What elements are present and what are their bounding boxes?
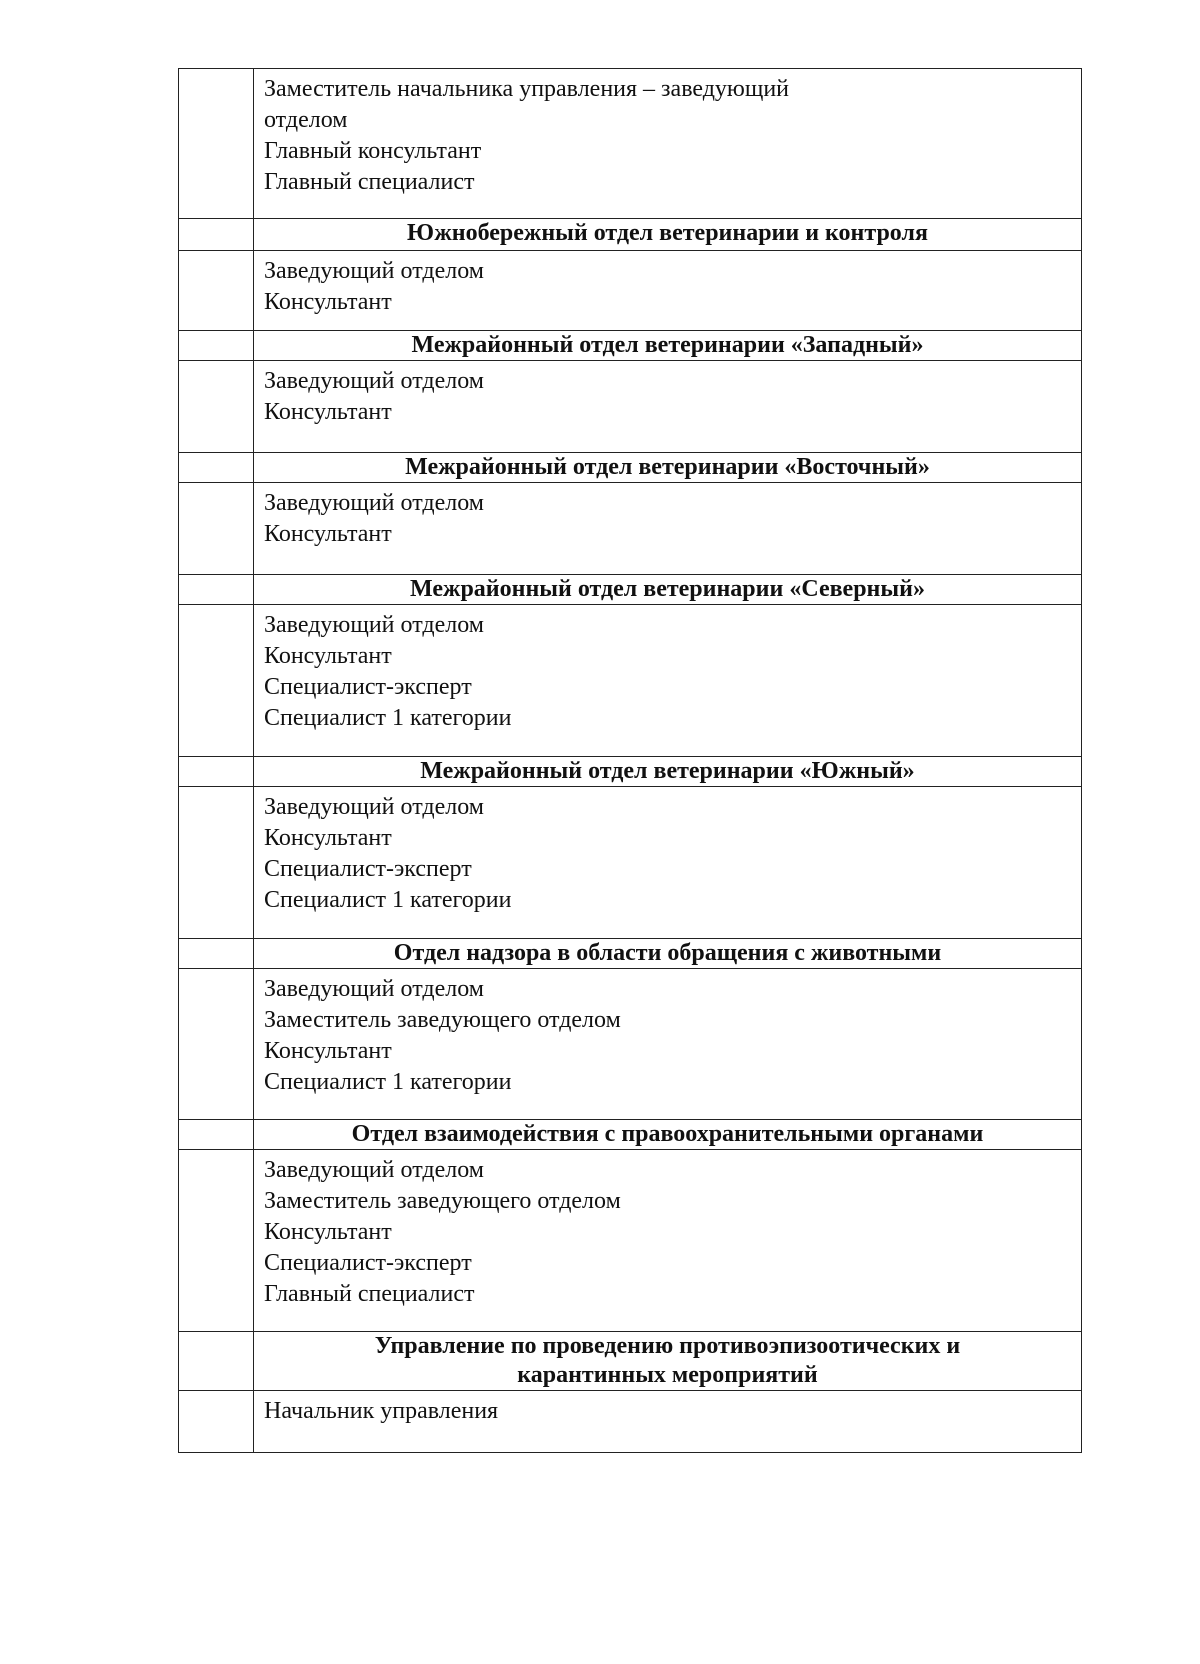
positions-row <box>179 361 1082 453</box>
position-title: Консультант <box>264 289 392 315</box>
position-title: Заведующий отделом <box>264 258 484 284</box>
position-title: Специалист-эксперт <box>264 1250 472 1276</box>
number-cell <box>179 1150 254 1332</box>
number-cell <box>179 757 254 787</box>
position-title: Главный консультант <box>264 138 482 164</box>
section-heading-line: Межрайонный отдел ветеринарии «Южный» <box>420 758 915 784</box>
positions-row <box>179 1150 1082 1332</box>
section-heading-row <box>179 939 1082 969</box>
section-heading-row <box>179 757 1082 787</box>
position-title: отделом <box>264 107 348 133</box>
number-cell <box>179 453 254 483</box>
position-title: Заместитель заведующего отделом <box>264 1007 621 1033</box>
positions-list <box>254 969 1082 1120</box>
positions-list <box>254 483 1082 575</box>
position-title: Главный специалист <box>264 1281 475 1307</box>
section-heading <box>254 219 1082 251</box>
section-heading-line: Отдел надзора в области обращения с животными <box>393 940 942 966</box>
section-heading <box>254 757 1082 787</box>
positions-row <box>179 251 1082 331</box>
positions-row <box>179 1391 1082 1453</box>
positions-row <box>179 69 1082 219</box>
position-title: Консультант <box>264 1038 392 1064</box>
section-heading-row <box>179 331 1082 361</box>
position-title: Консультант <box>264 521 392 547</box>
position-title: Главный специалист <box>264 169 475 195</box>
section-heading <box>254 453 1082 483</box>
number-cell <box>179 575 254 605</box>
positions-list <box>254 1150 1082 1332</box>
section-heading-line: Управление по проведению противоэпизоотических и <box>374 1333 961 1359</box>
section-heading-line: Межрайонный отдел ветеринарии «Восточный» <box>405 454 930 480</box>
positions-list <box>254 1391 1082 1453</box>
number-cell <box>179 1332 254 1391</box>
section-heading-row <box>179 1332 1082 1391</box>
number-cell <box>179 69 254 219</box>
position-title: Специалист 1 категории <box>264 1069 512 1095</box>
position-title: Заведующий отделом <box>264 490 484 516</box>
number-cell <box>179 331 254 361</box>
section-heading-row <box>179 453 1082 483</box>
position-title: Консультант <box>264 399 392 425</box>
section-heading <box>254 1120 1082 1150</box>
positions-row <box>179 605 1082 757</box>
section-heading-row <box>179 1120 1082 1150</box>
number-cell <box>179 787 254 939</box>
position-title: Консультант <box>264 825 392 851</box>
section-heading <box>254 575 1082 605</box>
number-cell <box>179 251 254 331</box>
section-heading <box>254 939 1082 969</box>
positions-row <box>179 969 1082 1120</box>
position-title: Заведующий отделом <box>264 368 484 394</box>
number-cell <box>179 1120 254 1150</box>
section-heading-row <box>179 219 1082 251</box>
position-title: Специалист 1 категории <box>264 705 512 731</box>
position-title: Начальник управления <box>264 1398 499 1424</box>
section-heading-row <box>179 575 1082 605</box>
number-cell <box>179 605 254 757</box>
position-title: Заместитель заведующего отделом <box>264 1188 621 1214</box>
positions-list <box>254 361 1082 453</box>
positions-list <box>254 69 1082 219</box>
positions-list <box>254 605 1082 757</box>
number-cell <box>179 361 254 453</box>
number-cell <box>179 219 254 251</box>
number-cell <box>179 483 254 575</box>
staff-positions-table <box>178 68 1082 1453</box>
section-heading-line: Межрайонный отдел ветеринарии «Западный» <box>411 332 924 358</box>
position-title: Консультант <box>264 643 392 669</box>
positions-list <box>254 787 1082 939</box>
position-title: Специалист-эксперт <box>264 856 472 882</box>
position-title: Специалист 1 категории <box>264 887 512 913</box>
number-cell <box>179 1391 254 1453</box>
section-heading-line: Южнобережный отдел ветеринарии и контроля <box>407 220 928 246</box>
number-cell <box>179 969 254 1120</box>
position-title: Специалист-эксперт <box>264 674 472 700</box>
section-heading <box>254 331 1082 361</box>
position-title: Заведующий отделом <box>264 612 484 638</box>
positions-row <box>179 787 1082 939</box>
position-title: Заведующий отделом <box>264 976 484 1002</box>
position-title: Консультант <box>264 1219 392 1245</box>
section-heading-line: карантинных мероприятий <box>517 1362 818 1388</box>
position-title: Заведующий отделом <box>264 1157 484 1183</box>
number-cell <box>179 939 254 969</box>
section-heading-line: Отдел взаимодействия с правоохранительными органами <box>351 1121 984 1147</box>
positions-list <box>254 251 1082 331</box>
position-title: Заместитель начальника управления – заведующий <box>264 76 790 102</box>
section-heading-line: Межрайонный отдел ветеринарии «Северный» <box>410 576 925 602</box>
section-heading <box>254 1332 1082 1391</box>
position-title: Заведующий отделом <box>264 794 484 820</box>
positions-row <box>179 483 1082 575</box>
